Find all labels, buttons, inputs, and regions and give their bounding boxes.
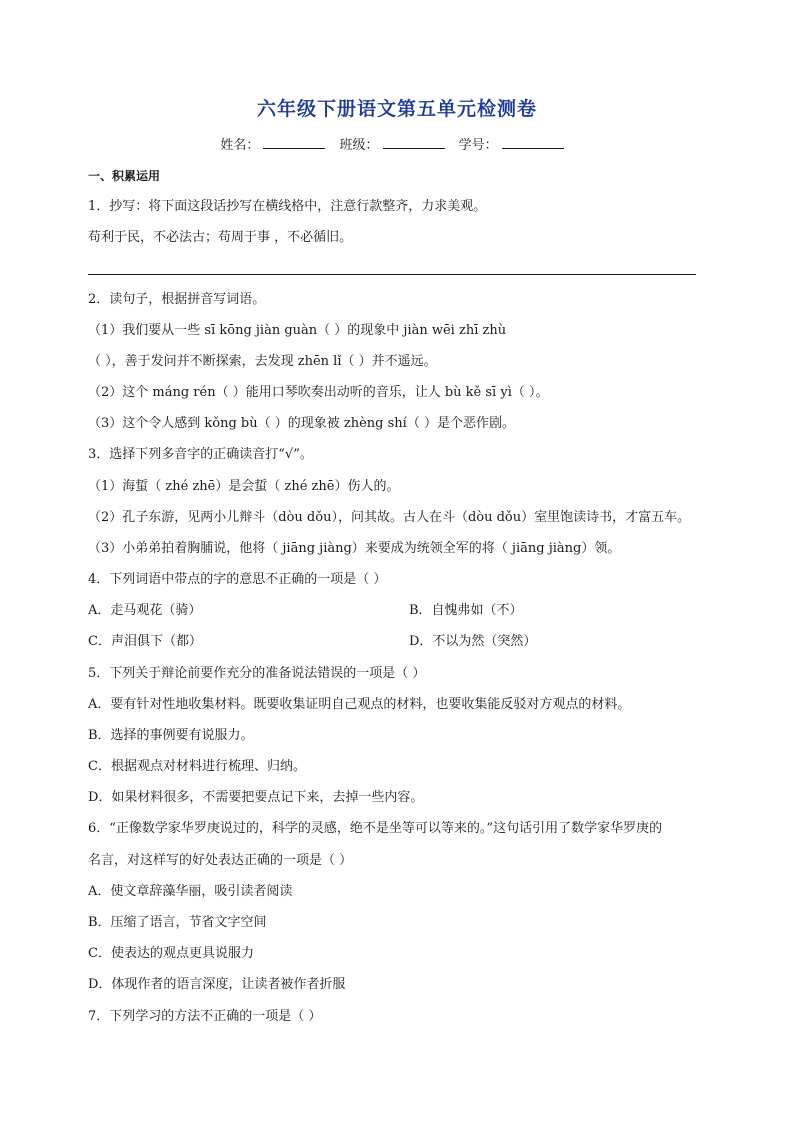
q2-line-1: （1）我们要从一些 sī kōng jiàn guàn（ ）的现象中 jiàn wēi zhī zhù — [88, 323, 507, 338]
q4-option-d[interactable]: D．不以为然（突然） — [409, 634, 537, 649]
q3-stem: 3．选择下列多音字的正确读音打“√”。 — [88, 447, 313, 462]
q2-line-3: （2）这个 máng rén（ ）能用口琴吹奏出动听的音乐，让人 bù kě sī yì（ ）。 — [88, 385, 549, 400]
section-heading: 一、积累运用 — [88, 169, 161, 183]
q2-stem: 2．读句子，根据拼音写词语。 — [88, 292, 266, 307]
q5-option-a[interactable]: A．要有针对性地收集材料。既要收集证明自己观点的材料，也要收集能反驳对方观点的材料。 — [88, 697, 631, 712]
name-blank[interactable] — [263, 136, 325, 149]
q4-stem: 4．下列词语中带点的字的意思不正确的一项是（ ） — [88, 572, 387, 587]
q6-option-a[interactable]: A．使文章辞藻华丽，吸引读者阅读 — [88, 884, 293, 899]
q3-line-3: （3）小弟弟拍着胸脯说，他将（ jiāng jiàng）来要成为统领全军的将（ jiāng jiàng）领。 — [88, 541, 621, 556]
id-label: 学号： — [458, 138, 498, 153]
q4-option-b[interactable]: B．自愧弗如（不） — [409, 603, 523, 618]
q5-option-c[interactable]: C．根据观点对材料进行梳理、归纳。 — [88, 759, 306, 774]
q1-stem: 1．抄写：将下面这段话抄写在横线格中，注意行款整齐，力求美观。 — [88, 199, 487, 214]
class-blank[interactable] — [383, 136, 445, 149]
q5-option-d[interactable]: D．如果材料很多，不需要把要点记下来，去掉一些内容。 — [88, 790, 424, 805]
class-label: 班级： — [339, 138, 379, 153]
id-blank[interactable] — [502, 136, 564, 149]
q3-line-2: （2）孔子东游，见两小儿辩斗（dòu dǒu），问其故。古人在斗（dòu dǒu）室里饱读诗书，才富五车。 — [88, 510, 691, 525]
student-info-row — [0, 134, 794, 153]
q2-line-4: （3）这个令人感到 kǒng bù（ ）的现象被 zhèng shí（ ）是个恶作剧。 — [88, 416, 515, 431]
q2-line-2: （ ），善于发问并不断探索，去发现 zhēn lǐ（ ）并不遥远。 — [88, 354, 437, 369]
q5-stem: 5．下列关于辩论前要作充分的准备说法错误的一项是（ ） — [88, 666, 426, 681]
q3-line-1: （1）海蜇（ zhé zhē）是会蜇（ zhé zhē）伤人的。 — [88, 479, 400, 494]
q6-stem-line-2: 名言，对这样写的好处表达正确的一项是（ ） — [88, 853, 353, 868]
q6-option-d[interactable]: D．体现作者的语言深度，让读者被作者折服 — [88, 977, 346, 992]
q7-stem: 7．下列学习的方法不正确的一项是（ ） — [88, 1009, 322, 1024]
q4-option-a[interactable]: A．走马观花（骑） — [88, 603, 202, 618]
q6-option-b[interactable]: B．压缩了语言，节省文字空间 — [88, 915, 267, 930]
q5-option-b[interactable]: B．选择的事例要有说服力。 — [88, 728, 254, 743]
q6-stem-line-1: 6．“正像数学家华罗庚说过的，科学的灵感，绝不是坐等可以等来的。”这句话引用了数学家华罗庚的 — [88, 821, 663, 836]
writing-line — [88, 274, 696, 275]
q4-option-c[interactable]: C．声泪俱下（都） — [88, 634, 202, 649]
page-title: 六年级下册语文第五单元检测卷 — [256, 98, 537, 120]
name-label: 姓名： — [220, 138, 260, 153]
q6-option-c[interactable]: C．使表达的观点更具说服力 — [88, 946, 254, 961]
q1-text: 苟利于民，不必法古；苟周于事 ，不必循旧。 — [88, 230, 353, 245]
